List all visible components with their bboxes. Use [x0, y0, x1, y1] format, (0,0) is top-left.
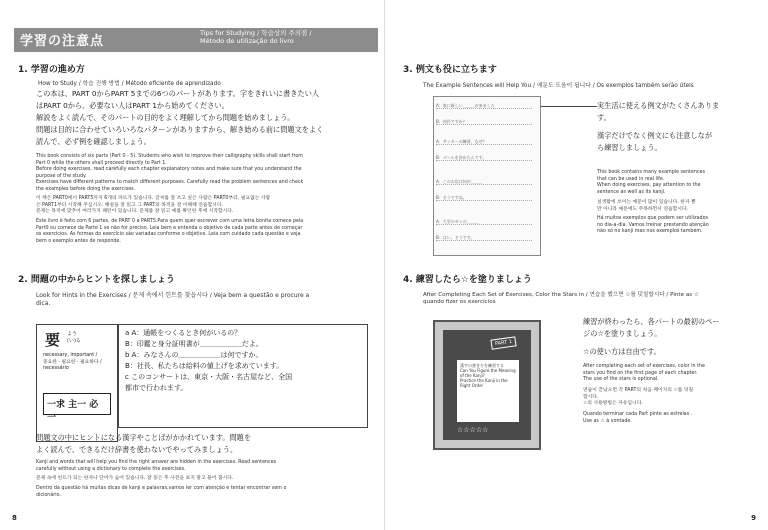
section4-jp-text1	[583, 316, 761, 340]
sample-line: B：何匹ですか？	[436, 119, 532, 125]
text-line: necessary, important /	[43, 353, 98, 358]
book-card	[457, 360, 519, 422]
text-line: 漢字の書き方を練習する	[460, 363, 504, 368]
text-line: 問題は目的に合わせていろいろなパターンがありますから、解き始める前に問題文をよく	[36, 125, 324, 134]
banner-title-jp: 学習の注意点	[20, 34, 105, 49]
section4-heading: 4. 練習したら☆を塗りましょう	[403, 275, 532, 285]
text-line: ☆の使い方は自由です。	[583, 347, 661, 356]
text-line: 読んで、必ず例を確認しましょう。	[36, 137, 151, 146]
kanji-compounds: 一求 主一 必一	[43, 393, 111, 415]
sample-line: B：そうですね。	[436, 195, 532, 201]
text-line: 만 아니라 예문에도 주목하면서 연습합시다.	[597, 206, 689, 212]
book-cover	[443, 330, 531, 440]
section2-pt-text	[36, 486, 372, 499]
section1-en-text	[36, 154, 372, 194]
text-line: quando fizer os exercícios	[423, 299, 496, 305]
section4-en-text	[583, 364, 761, 384]
text-line: 解説をよく読んで、そのパートの目的をよく理解してから問題を始めましょう。	[36, 113, 295, 122]
text-line: 중요한 · 필요한 · 필요하다 /	[43, 359, 102, 365]
section1-pt-text	[36, 219, 372, 245]
text-line: that can be used in real life.	[597, 176, 665, 182]
text-line: dicionário.	[36, 492, 61, 498]
banner-title-en-line: Método de utilização do livro	[200, 36, 294, 45]
text-line: Part 0 while the others shall proceed directly to Part 1.	[36, 160, 167, 166]
text-line: After Completing Each Set of Exercises, Color the Stars in / 연습을 했으면 ☆를 덧칠합시다 / Pinte as ☆	[423, 292, 699, 298]
section2-ko-text	[36, 476, 372, 483]
sample-line: B：はい、そうです。	[436, 235, 532, 241]
text-line: Before doing exercises, read carefully each chapter explanatory notes and make sure that you understand the	[36, 167, 302, 173]
text-line: The use of the stars is optional.	[583, 377, 659, 383]
text-line: 합시다.	[583, 394, 599, 400]
banner-title-en-line: Tips for Studying / 학습상의 주의점 /	[200, 29, 312, 37]
sample-line: A：大学のゼミの＿＿＿	[436, 219, 532, 225]
text-line: 漢字だけでなく例文にも注意しなが	[597, 131, 713, 140]
text-line: Exercises have different patterns to match different purposes. Carefully read the problem sentences and check	[36, 180, 304, 186]
kanji-character: 要	[45, 331, 61, 349]
exercise-line: B：社長、私たちは給料の値上げを求めています。	[125, 362, 284, 370]
section4-ko-text	[583, 388, 761, 408]
text-line: この本は、PART 0からPART 5までの6つのパートがあります。字をきれいに書きたい人	[36, 89, 320, 98]
section3-ko-text	[597, 200, 761, 213]
page-number: 8	[12, 514, 17, 522]
exercise-line: c このコンサートは、東京・大阪・名古屋など、全国	[125, 373, 293, 381]
text-line: the examples before doing the exercises.	[36, 186, 136, 192]
section1-jp-text	[36, 88, 366, 148]
exercise-line: B：印鑑と身分証明書が＿＿＿＿＿＿だよ。	[125, 340, 263, 348]
exercise-box	[118, 324, 368, 428]
exercise-line: a A：通帳をつくるとき何がいるの？	[125, 329, 242, 337]
text-line: os exercícios. As formas do exercício são variadas conforme o objetivo. Leia com cuidado cada questão e veja	[36, 232, 301, 238]
section3-heading: 3. 例文も役に立ちます	[403, 65, 497, 75]
text-line: Use as ☆ à vontade.	[583, 418, 632, 424]
text-line: não só no kanji mas nos exemplos também.	[597, 229, 703, 235]
text-line: Look for Hints in the Exercises / 문제 속에서 힌트를 찾읍시다 / Veja bem a questão e procure a	[36, 292, 310, 299]
section3-pt-text	[597, 216, 761, 236]
part-tag: PART 1	[490, 336, 516, 349]
kanji-reading: よう	[67, 331, 78, 337]
text-line: ら練習しましょう。	[597, 143, 662, 152]
text-line: stars you find on the first page of each chapter.	[583, 370, 698, 376]
sample-line: A：このお店は何が＿＿＿	[436, 179, 532, 185]
kanji-card	[36, 324, 118, 442]
title-banner	[14, 28, 378, 52]
text-line: This book contains many example sentences	[597, 170, 706, 175]
text-line: す。	[597, 113, 611, 122]
section2-heading: 2. 問題の中からヒントを探しましょう	[18, 275, 175, 285]
kanji-reading: (い)る	[67, 337, 81, 344]
star-row: ☆☆☆☆☆	[457, 426, 489, 434]
text-line: dica.	[36, 300, 51, 307]
section2-jp-text	[36, 432, 316, 456]
text-line: Kanji and words that will help you find the right answer are hidden in the exercises. Read sentences	[36, 460, 277, 465]
text-line: sentence as well as its kanji.	[597, 189, 666, 195]
right-page	[384, 0, 768, 530]
section1-heading: 1. 学習の進め方	[18, 65, 85, 75]
section3-en-text	[597, 170, 761, 196]
callout-line	[541, 106, 597, 107]
sample-exercise-page	[433, 96, 541, 256]
section1-subtitle: How to Study / 학습 진행 방법 / Método eficiente de aprendizado	[38, 81, 221, 87]
text-line: よく読んで、できるだけ辞書を使わないでやってみましょう。	[36, 445, 238, 454]
text-line: Quando terminar cada Part pinte as estrelas .	[583, 412, 693, 417]
text-line: carefully without using a dictionary to complete the exercises.	[36, 466, 186, 472]
text-line: no dia-a-dia. Vamos treinar prestando atenção	[597, 222, 709, 228]
banner-title-en	[200, 30, 312, 45]
text-line: After completing each set of exercises, color in the	[583, 364, 705, 369]
text-line: 練習が終わったら、各パートの最初のペー	[583, 317, 720, 326]
text-line: 문제는 목적에 맞추어 여러가지 패턴이 있습니다. 문제를 잘 읽고 예를 확인한 후에 시작합시다.	[36, 209, 234, 215]
section3-subtitle: The Example Sentences will Help You / 예문도 도움이 됩니다 / Os exemplos também serão úteis	[423, 83, 694, 89]
text-line: ジの☆を塗りましょう。	[583, 329, 662, 338]
text-line: Practice the Kanji in the Right Order	[460, 378, 508, 388]
text-line: 연습이 끝났으면 각 PART의 처음 페이지의 ☆를 덧칠	[583, 388, 694, 393]
text-line: Part0 ou comece da Parte 1 se não for preciso. Leia bem e entenda o objetivo de cada parte antes de começar	[36, 225, 303, 231]
text-line: ☆의 사용방법은 자유입니다.	[583, 401, 643, 407]
text-line: 문제 속에 힌트가 되는 한자나 단어가 숨어 있습니다. 잘 읽은 후 사전을 보지 말고 풀어 봅시다.	[36, 476, 234, 481]
exercise-line: b A：みなさんの＿＿＿＿＿＿は何ですか。	[125, 351, 263, 359]
section2-subtitle	[36, 292, 372, 308]
section1-ko-text	[36, 196, 372, 216]
sample-line: A：家に新しい＿＿＿が来ました	[436, 103, 532, 109]
kanji-meaning	[43, 353, 102, 373]
section2-en-text	[36, 460, 372, 473]
text-line: bem o exemplo antes de responde.	[36, 238, 121, 244]
section4-subtitle	[423, 292, 759, 306]
text-line: 問題文の中にヒントになる漢字やことばがかかれています。問題を	[36, 433, 252, 442]
section3-jp-text2	[597, 130, 761, 154]
text-line: Dentro da questão há muitas dicas de kanji e palavras,vamos ler com atenção e tentar encontrar sem o	[36, 486, 287, 491]
text-line: Este livro é feito com 6 partes, de PART 0 a PART5.Para quem quer escrever com uma letra bonita comece pela	[36, 219, 304, 224]
page-number: 9	[751, 514, 756, 522]
section4-pt-text	[583, 412, 761, 425]
text-line: 실생활에 쓰이는 예문이 많이 있습니다. 한자 뿐	[597, 200, 696, 205]
text-line: 実生活に使える例文がたくさんありま	[597, 101, 720, 110]
text-line: purpose of the study.	[36, 173, 87, 179]
sample-line: A：サッカーの練習、なぜ？	[436, 139, 532, 145]
book-illustration	[433, 320, 541, 450]
text-line: Can You Figure the Meaning of the Kanji?	[460, 368, 516, 378]
text-line: はPART 0から、必要ない人はPART 1から始めてください。	[36, 101, 229, 110]
text-line: When doing exercises, pay attention to the	[597, 183, 701, 189]
text-line: This book consists of six parts (Part 0 - 5). Students who wish to improve their calligraphy skills shall start from	[36, 154, 303, 159]
text-line: necessário	[43, 366, 69, 371]
section4-jp-text2	[583, 346, 761, 358]
text-line: Há muitos exemplos que podem ser utilizados	[597, 216, 709, 221]
sample-line: B：ゴールを決めたんです。	[436, 155, 532, 161]
exercise-line: 都市で行われます。	[125, 384, 188, 392]
text-line: 이 책은 PART0에서 PART5까지 6개의 파트가 있습니다. 글씨를 잘 쓰고 싶은 사람은 PART0부터, 필요없는 사람	[36, 196, 271, 201]
text-line: 은 PART1부터 시작해 주십시오. 해설을 잘 읽고 그 PART의 목적을 잘 이해해 연습합시다.	[36, 202, 223, 208]
kanji-readings	[67, 331, 81, 344]
section3-jp-text1	[597, 100, 761, 124]
